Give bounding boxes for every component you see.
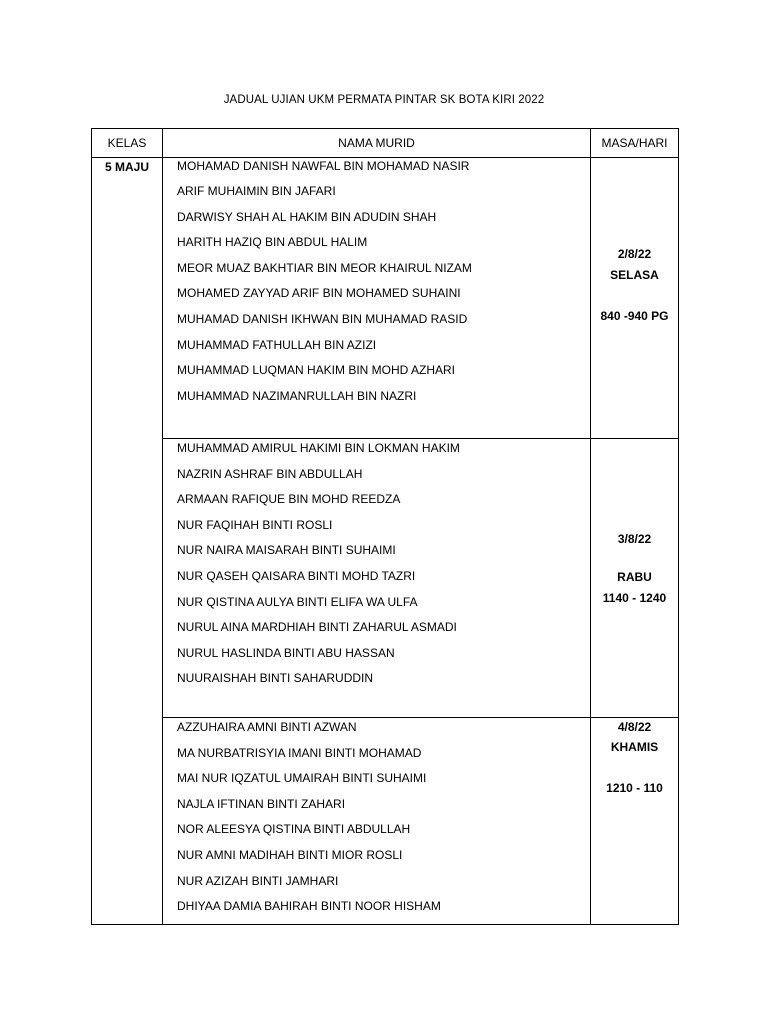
table-row [92, 439, 679, 718]
page-title: JADUAL UJIAN UKM PERMATA PINTAR SK BOTA KIRI 2022 [223, 94, 545, 106]
student-name: NAJLA IFTINAN BINTI ZAHARI [177, 796, 346, 811]
masa-cell [591, 439, 679, 718]
schedule-table [91, 128, 679, 925]
exam-date: 3/8/22 [617, 532, 652, 546]
student-name: NUR AZIZAH BINTI JAMHARI [177, 873, 339, 888]
student-name: NUURAISHAH BINTI SAHARUDDIN [177, 671, 374, 686]
student-name: HARITH HAZIQ BIN ABDUL HALIM [177, 235, 368, 250]
student-name: NURUL AINA MARDHIAH BINTI ZAHARUL ASMADI [177, 620, 457, 635]
student-name: NUR QISTINA AULYA BINTI ELIFA WA ULFA [177, 594, 418, 609]
header-nama-murid: NAMA MURID [163, 129, 591, 158]
exam-time: 1140 - 1240 [602, 591, 667, 605]
student-name: NAZRIN ASHRAF BIN ABDULLAH [177, 466, 363, 481]
student-name: MUHAMMAD FATHULLAH BIN AZIZI [177, 337, 377, 352]
student-name: MUHAMMAD NAZIMANRULLAH BIN NAZRI [177, 388, 417, 403]
names-cell [163, 718, 591, 925]
student-name: MEOR MUAZ BAKHTIAR BIN MEOR KHAIRUL NIZAM [177, 260, 472, 275]
kelas-cell: 5 MAJU [92, 158, 163, 925]
student-name: NURUL HASLINDA BINTI ABU HASSAN [177, 645, 395, 660]
student-name: MAI NUR IQZATUL UMAIRAH BINTI SUHAIMI [177, 771, 427, 786]
exam-time: 1210 - 110 [606, 781, 663, 795]
exam-time: 840 -940 PG [600, 309, 669, 323]
header-masa-hari: MASA/HARI [591, 129, 679, 158]
table-header-row [92, 129, 679, 158]
student-name: NUR NAIRA MAISARAH BINTI SUHAIMI [177, 543, 396, 558]
names-cell [163, 158, 591, 439]
student-name: MUHAMMAD AMIRUL HAKIMI BIN LOKMAN HAKIM [177, 441, 460, 455]
student-name: NUR FAQIHAH BINTI ROSLI [177, 517, 333, 532]
table-row [92, 158, 679, 439]
exam-date: 2/8/22 [617, 247, 652, 261]
student-name: AZZUHAIRA AMNI BINTI AZWAN [177, 720, 357, 734]
student-name: NOR ALEESYA QISTINA BINTI ABDULLAH [177, 822, 411, 837]
masa-cell [591, 718, 679, 925]
student-name: ARIF MUHAIMIN BIN JAFARI [177, 184, 336, 198]
student-name: MUHAMAD DANISH IKHWAN BIN MUHAMAD RASID [177, 311, 468, 326]
student-name: DHIYAA DAMIA BAHIRAH BINTI NOOR HISHAM [177, 899, 441, 914]
names-cell [163, 439, 591, 718]
header-kelas: KELAS [92, 129, 163, 158]
student-name: NUR AMNI MADIHAH BINTI MIOR ROSLI [177, 847, 403, 862]
student-name: MOHAMAD DANISH NAWFAL BIN MOHAMAD NASIR [177, 159, 470, 173]
table-row [92, 718, 679, 925]
student-name: ARMAAN RAFIQUE BIN MOHD REEDZA [177, 492, 401, 507]
exam-day: KHAMIS [610, 740, 659, 754]
student-name: DARWISY SHAH AL HAKIM BIN ADUDIN SHAH [177, 209, 437, 224]
exam-day: SELASA [610, 268, 659, 282]
student-name: MOHAMED ZAYYAD ARIF BIN MOHAMED SUHAINI [177, 286, 461, 301]
exam-day: RABU [617, 570, 652, 584]
student-name: NUR QASEH QAISARA BINTI MOHD TAZRI [177, 568, 416, 583]
student-name: MUHAMMAD LUQMAN HAKIM BIN MOHD AZHARI [177, 363, 456, 378]
masa-cell [591, 158, 679, 439]
student-name: MA NURBATRISYIA IMANI BINTI MOHAMAD [177, 745, 422, 760]
exam-date: 4/8/22 [617, 720, 652, 734]
